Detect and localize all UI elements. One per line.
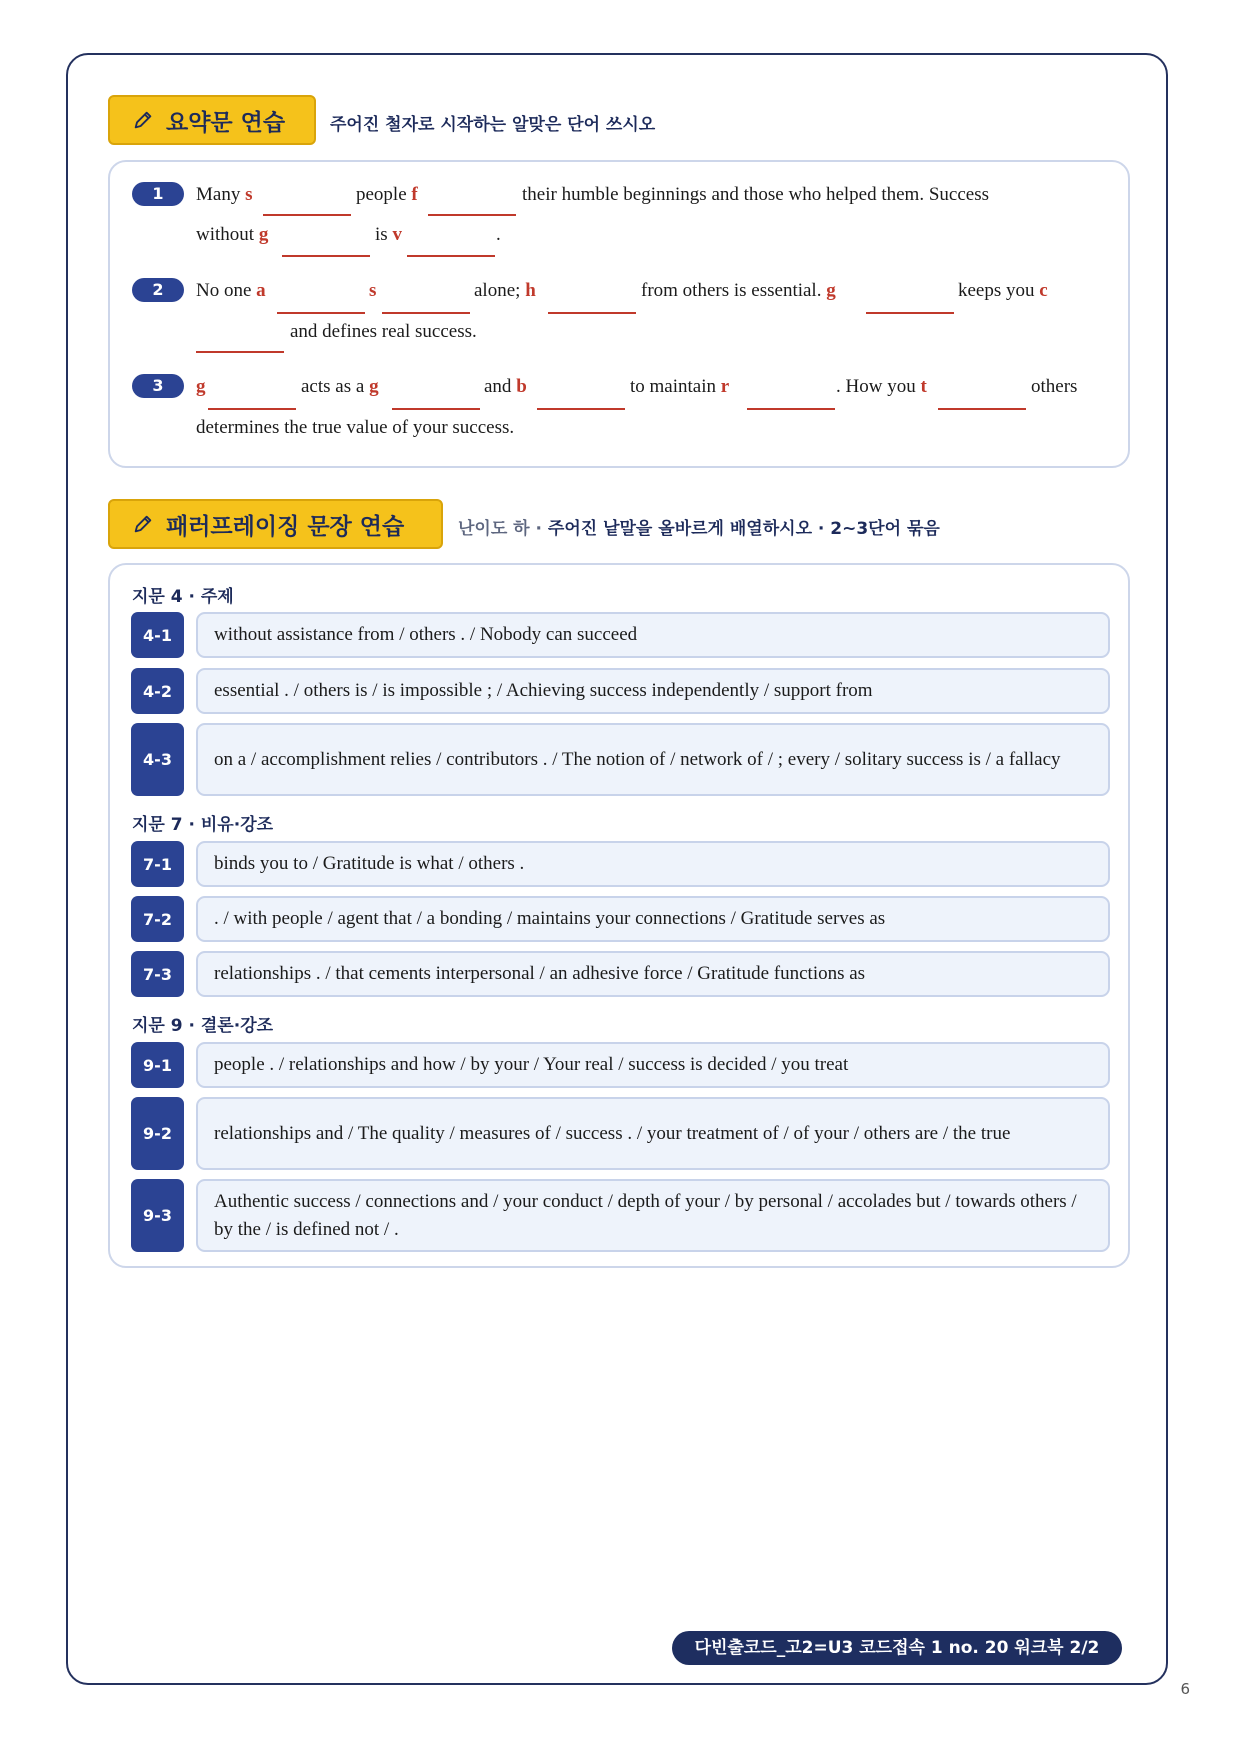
question-number: 9-3: [131, 1179, 184, 1252]
summary-item-number: 3: [132, 374, 184, 398]
answer-blank[interactable]: [428, 214, 516, 216]
summary-line: and defines real success.: [290, 321, 477, 342]
answer-blank[interactable]: [392, 408, 480, 410]
question-number: 9-2: [131, 1097, 184, 1170]
summary-line: s: [369, 280, 377, 301]
pencil-icon: [132, 513, 154, 535]
summary-line: others: [1031, 376, 1078, 397]
summary-line: keeps you c: [958, 280, 1048, 301]
paraphrase-instruction: 난이도 하 · 주어진 낱말을 올바르게 배열하시오 · 2~3단어 묶음: [458, 519, 940, 539]
summary-line: people f: [356, 184, 418, 205]
difficulty-level: 난이도 하 ·: [458, 519, 548, 539]
summary-line: g: [196, 376, 206, 397]
question-number: 9-1: [131, 1042, 184, 1088]
question-number: 7-2: [131, 896, 184, 942]
scrambled-sentence-box[interactable]: relationships and / The quality / measures of / success . / your treatment of / of your / others are / the true: [196, 1097, 1110, 1170]
scrambled-sentence-box[interactable]: . / with people / agent that / a bonding / maintains your connections / Gratitude serves as: [196, 896, 1110, 942]
paraphrase-title: 패러프레이징 문장 연습: [166, 513, 405, 540]
answer-blank[interactable]: [866, 312, 954, 314]
answer-blank[interactable]: [407, 255, 495, 257]
paraphrase-section-tag: [108, 499, 443, 549]
answer-blank[interactable]: [277, 312, 365, 314]
summary-line: their humble beginnings and those who helped them. Success: [522, 184, 989, 205]
summary-item-number: 2: [132, 278, 184, 302]
summary-line: No one a: [196, 280, 266, 301]
summary-line: acts as a g: [301, 376, 379, 397]
summary-line: alone; h: [474, 280, 536, 301]
summary-line: without g: [196, 224, 269, 245]
summary-line: .: [496, 224, 501, 245]
answer-blank[interactable]: [747, 408, 835, 410]
question-number: 7-3: [131, 951, 184, 997]
summary-item-number: 1: [132, 182, 184, 206]
answer-blank[interactable]: [938, 408, 1026, 410]
scrambled-sentence-box[interactable]: Authentic success / connections and / your conduct / depth of your / by personal / accolades but / towards others / by the / is defined not / .: [196, 1179, 1110, 1252]
summary-section-tag: [108, 95, 316, 145]
answer-blank[interactable]: [208, 408, 296, 410]
answer-blank[interactable]: [382, 312, 470, 314]
passage-label: 지문 4 · 주제: [132, 587, 234, 607]
scrambled-sentence-box[interactable]: without assistance from / others . / Nobody can succeed: [196, 612, 1110, 658]
scrambled-sentence-box[interactable]: binds you to / Gratitude is what / others .: [196, 841, 1110, 887]
summary-line: is v: [375, 224, 402, 245]
summary-line: . How you t: [836, 376, 927, 397]
passage-label: 지문 9 · 결론·강조: [132, 1016, 274, 1036]
workbook-footer-label: 다빈출코드_고2=U3 코드접속 1 no. 20 워크북 2/2: [672, 1631, 1122, 1665]
summary-line: determines the true value of your success.: [196, 417, 515, 438]
scrambled-sentence-box[interactable]: essential . / others is / is impossible ; / Achieving success independently / support from: [196, 668, 1110, 714]
summary-line: from others is essential. g: [641, 280, 836, 301]
question-number: 4-3: [131, 723, 184, 796]
scrambled-sentence-box[interactable]: relationships . / that cements interpersonal / an adhesive force / Gratitude functions as: [196, 951, 1110, 997]
passage-label: 지문 7 · 비유·강조: [132, 815, 274, 835]
question-number: 4-2: [131, 668, 184, 714]
answer-blank[interactable]: [537, 408, 625, 410]
pencil-icon: [132, 109, 154, 131]
summary-title: 요약문 연습: [166, 109, 286, 136]
summary-line: to maintain r: [630, 376, 730, 397]
answer-blank[interactable]: [282, 255, 370, 257]
scrambled-sentence-box[interactable]: on a / accomplishment relies / contributors . / The notion of / network of / ; every / solitary success is / a fallacy: [196, 723, 1110, 796]
summary-line: Many s: [196, 184, 253, 205]
answer-blank[interactable]: [196, 351, 284, 353]
answer-blank[interactable]: [263, 214, 351, 216]
page-number: 6: [1180, 1680, 1190, 1698]
summary-instruction: 주어진 철자로 시작하는 알맞은 단어 쓰시오: [330, 115, 656, 135]
scrambled-sentence-box[interactable]: people . / relationships and how / by your / Your real / success is decided / you treat: [196, 1042, 1110, 1088]
summary-line: and b: [484, 376, 527, 397]
question-number: 7-1: [131, 841, 184, 887]
question-number: 4-1: [131, 612, 184, 658]
answer-blank[interactable]: [548, 312, 636, 314]
